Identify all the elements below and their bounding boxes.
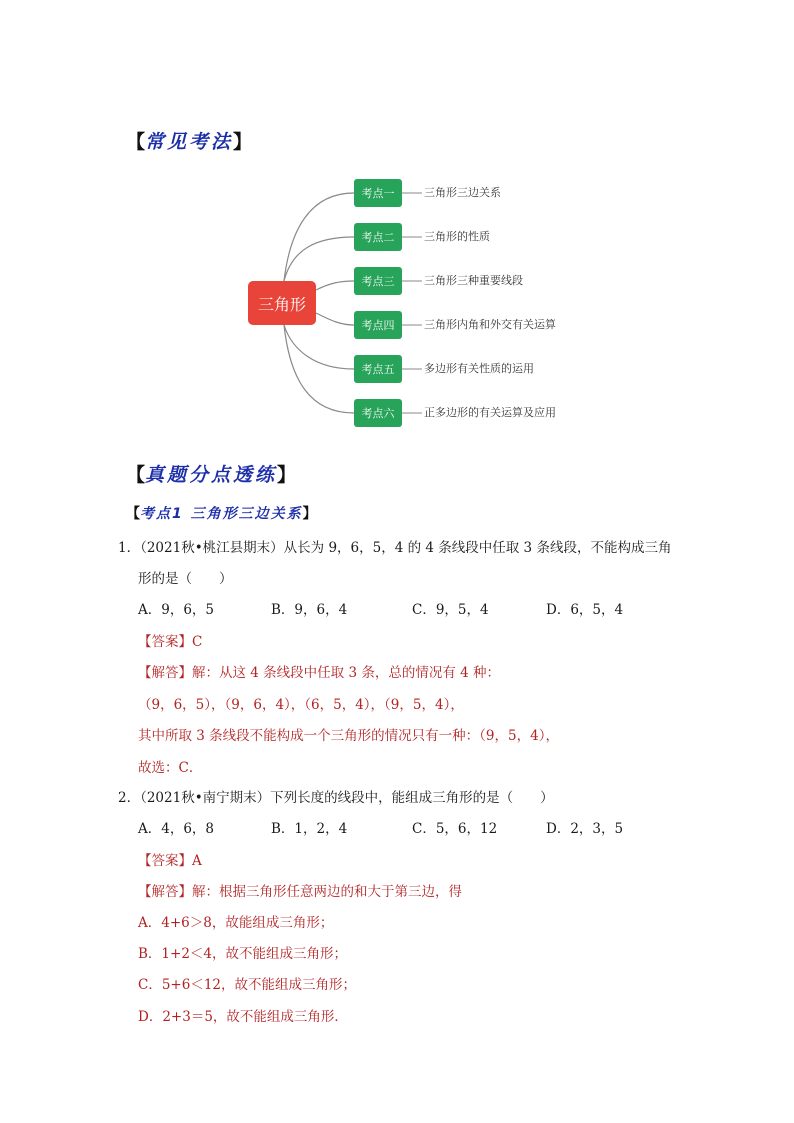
q1-solution-line4: 故选：C． (138, 760, 203, 776)
mindmap-label-3: 三角形三种重要线段 (424, 274, 523, 287)
q2-option-c: C．5，6，12 (412, 821, 498, 837)
mindmap-node-4: 考点四 (354, 311, 402, 339)
q2-stem-line1: 2．（2021秋•南宁期末）下列长度的线段中，能组成三角形的是（ ） (118, 790, 554, 806)
mindmap-label-6: 正多边形的有关运算及应用 (424, 406, 556, 419)
q1-option-c: C．9，5，4 (412, 602, 489, 618)
q2-solution-b: B．1+2＜4，故不能组成三角形； (138, 946, 347, 962)
q2-option-b: B．1，2，4 (271, 821, 348, 837)
mindmap-node-2: 考点二 (354, 223, 402, 251)
q2-option-a: A．4，6，8 (138, 821, 215, 837)
mindmap-label-5: 多边形有关性质的运用 (424, 362, 534, 375)
section-heading-practice: 【真题分点透练】 (126, 464, 297, 486)
q2-options (138, 819, 658, 839)
q1-stem-line2: 形的是（ ） (138, 571, 233, 587)
subheading-point1-text: 考点1 三角形三边关系 (140, 506, 303, 522)
q1-solution-line3: 其中所取 3 条线段不能构成一个三角形的情况只有一种：（9，5，4）， (138, 728, 559, 744)
mindmap-label-4: 三角形内角和外交有关运算 (424, 318, 556, 331)
mindmap-node-5: 考点五 (354, 355, 402, 383)
q2-solution-a: A．4+6＞8，故能组成三角形； (138, 915, 334, 931)
connector-3 (316, 281, 354, 290)
connector-4 (316, 313, 354, 325)
q1-option-b: B．9，6，4 (271, 602, 348, 618)
q1-solution-line1: 【解答】解：从这 4 条线段中任取 3 条，总的情况有 4 种： (138, 665, 501, 681)
q2-solution-line1: 【解答】解：根据三角形任意两边的和大于第三边，得 (138, 884, 462, 900)
q1-stem-line1: 1．（2021秋•桃江县期末）从长为 9，6，5，4 的 4 条线段中任取 3 条线段，不能构成三角 (118, 540, 672, 556)
q2-answer: 【答案】A (138, 853, 202, 869)
q2-solution-d: D．2+3＝5，故不能组成三角形． (138, 1009, 348, 1025)
mindmap-node-6: 考点六 (354, 399, 402, 427)
connector-5 (284, 325, 354, 369)
q2-solution-c: C．5+6＜12，故不能组成三角形； (138, 977, 356, 993)
q1-answer: 【答案】C (138, 634, 203, 650)
mindmap-node-1: 考点一 (354, 179, 402, 207)
mindmap-label-2: 三角形的性质 (424, 230, 490, 243)
section-heading-practice-text: 真题分点透练 (145, 464, 278, 486)
mindmap-node-3: 考点三 (354, 267, 402, 295)
q2-option-d: D．2，3，5 (546, 821, 624, 837)
q1-option-d: D．6，5，4 (546, 602, 624, 618)
section-heading-common: 【常见考法】 (126, 131, 253, 153)
mindmap-root: 三角形 (248, 281, 316, 325)
subheading-point1: 【考点1 三角形三边关系】 (126, 506, 317, 522)
section-heading-common-text: 常见考法 (145, 131, 234, 153)
q1-solution-line2: （9，6，5），（9，6，4），（6，5，4），（9，5，4）， (138, 697, 464, 713)
q1-options (138, 600, 658, 620)
connector-2 (284, 237, 354, 281)
q1-option-a: A．9，6，5 (138, 602, 215, 618)
mindmap-label-1: 三角形三边关系 (424, 186, 501, 199)
